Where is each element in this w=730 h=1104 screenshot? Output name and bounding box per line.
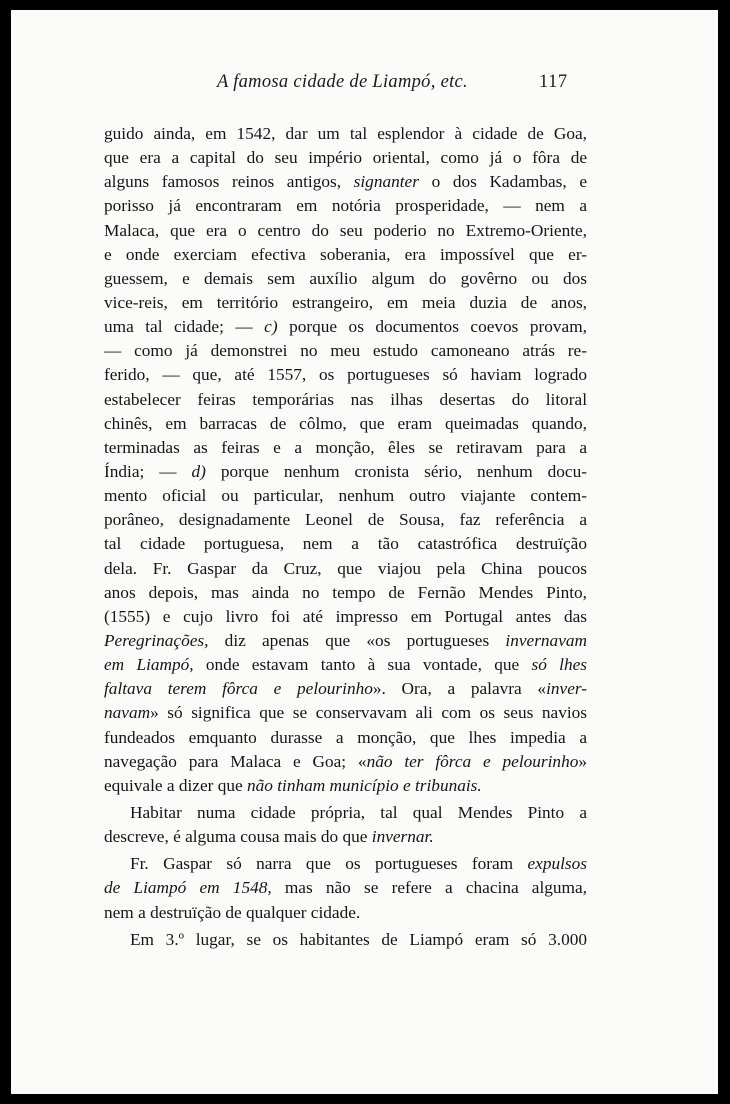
text-line: e onde exerciam efectiva soberania, era impossível que er- [104, 244, 587, 264]
text-line: uma tal cidade; — c) porque os documentos coevos provam, [104, 317, 587, 337]
text-line: nem a destruïção de qualquer cidade. [104, 902, 361, 922]
text-line: em Liampó, onde estavam tanto à sua vontade, que só lhes [104, 655, 587, 675]
text-line: estabelecer feiras temporárias nas ilhas desertas do litoral [104, 389, 587, 409]
text-line: — como já demonstrei no meu estudo camoneano atrás re- [104, 341, 587, 361]
text-line: vice-reis, em território estrangeiro, em meia duzia de anos, [104, 292, 587, 312]
text-line: (1555) e cujo livro foi até impresso em Portugal antes das [104, 606, 587, 626]
text-line: Em 3.º lugar, se os habitantes de Liampó eram só 3.000 [130, 929, 587, 949]
text-line: navegação para Malaca e Goa; «não ter fôrca e pelourinho» [104, 751, 587, 771]
text-line: Habitar numa cidade própria, tal qual Mendes Pinto a [130, 802, 587, 822]
text-line: guido ainda, em 1542, dar um tal esplendor à cidade de Goa, [104, 124, 587, 143]
text-line: porâneo, designadamente Leonel de Sousa, faz referência a [104, 510, 587, 530]
text-line: guessem, e demais sem auxílio algum do govêrno ou dos [104, 268, 587, 288]
text-line: descreve, é alguma cousa mais do que invernar. [104, 827, 434, 847]
running-header [11, 72, 718, 102]
text-line: navam» só significa que se conservavam ali com os seus navios [104, 703, 587, 723]
text-line: que era a capital do seu império oriental, como já o fôra de [104, 148, 587, 168]
text-line: dela. Fr. Gaspar da Cruz, que viajou pela China poucos [104, 558, 587, 578]
text-line: mento oficial ou particular, nenhum outro viajante contem- [104, 486, 587, 506]
text-line: alguns famosos reinos antigos, signanter o dos Kadambas, e [104, 172, 587, 192]
text-line: tal cidade portuguesa, nem a tão catastrófica destruïção [104, 534, 587, 554]
text-line: Peregrinações, diz apenas que «os portugueses invernavam [104, 630, 587, 650]
text-line: chinês, em barracas de côlmo, que eram queimadas quando, [104, 413, 587, 433]
page-number: 117 [539, 72, 568, 92]
text-line: anos depois, mas ainda no tempo de Fernão Mendes Pinto, [104, 582, 587, 602]
text-line: Malaca, que era o centro do seu poderio no Extremo-Oriente, [104, 220, 587, 240]
body-text [104, 122, 587, 952]
text-line: terminadas as feiras e a monção, êles se retiravam para a [104, 437, 587, 457]
running-title: A famosa cidade de Liampó, etc. [217, 72, 468, 92]
text-line: Índia; — d) porque nenhum cronista sério, nenhum docu- [104, 461, 587, 481]
text-line: equivale a dizer que não tinham município e tribunais. [104, 775, 482, 795]
book-page [11, 10, 718, 1094]
text-line: faltava terem fôrca e pelourinho». Ora, a palavra «inver- [104, 679, 587, 699]
text-line: Fr. Gaspar só narra que os portugueses foram expulsos [130, 854, 587, 874]
text-line: fundeados emquanto durasse a monção, que lhes impedia a [104, 727, 587, 747]
text-line: porisso já encontraram em notória prosperidade, — nem a [104, 196, 587, 216]
text-line: ferido, — que, até 1557, os portugueses só haviam logrado [104, 365, 587, 385]
text-line: de Liampó em 1548, mas não se refere a chacina alguma, [104, 878, 587, 898]
